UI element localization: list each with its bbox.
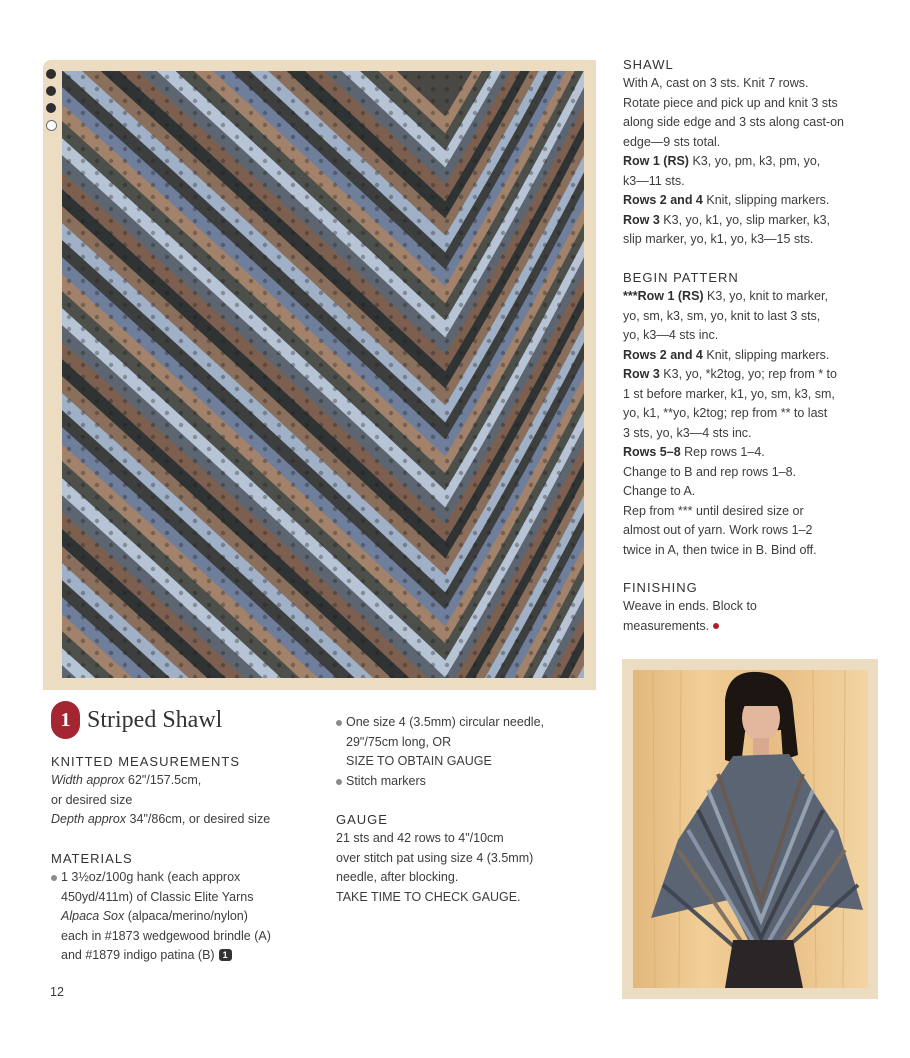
page-title: Striped Shawl [87,706,223,733]
dot-icon [46,69,56,79]
open-dot-icon [46,120,57,131]
finishing-heading: FINISHING [623,580,698,595]
pattern-title [51,700,222,740]
shawl-heading: SHAWL [623,57,674,72]
materials-text [51,868,321,966]
knitted-measurements-text: Width approx 62"/157.5cm, or desired size Depth approx 34"/86cm, or desired size [51,773,271,826]
gauge-text: 21 sts and 42 rows to 4"/10cm over stitch pat using size 4 (3.5mm) needle, after blocking. TAKE TIME TO CHECK GAUGE. [336,831,534,904]
knitted-measurements-heading: KNITTED MEASUREMENTS [51,754,241,769]
materials-continued [336,713,606,791]
pattern-instructions: ***Row 1 (RS) K3, yo, knit to marker, yo, sm, k3, sm, yo, knit to last 3 sts, yo, k3—4 sts inc. Rows 2 and 4 Knit, slipping markers. Row 3 K3, yo, *k2tog, yo; rep from * to 1 st before marker, k1, yo, sm, k3, sm, yo, k1, **yo, k2tog; rep from ** to last 3 sts, yo, k3—4 sts inc. Rows 5–8 Rep rows 1–4. Change to B and rep rows 1–8. Change to A. Rep from *** until desired size or almost out of yarn. Work rows 1–2 twice in A, then twice in B. Bind off. [623,289,837,557]
list-item: Stitch markers [336,772,606,792]
list-item: 1 3½oz/100g hank (each approx 450yd/411m) of Classic Elite Yarns Alpaca Sox (alpaca/merino/nylon) each in #1873 wedgewood brindle (A) and #1879 indigo patina (B) 1 [51,868,321,966]
pattern-number-badge: 1 [51,701,80,739]
list-item: One size 4 (3.5mm) circular needle, 29"/75cm long, OR SIZE TO OBTAIN GAUGE [336,713,606,772]
dot-icon [46,103,56,113]
dot-icon [46,86,56,96]
gauge-heading: GAUGE [336,812,388,827]
yarn-weight-icon: 1 [219,949,232,961]
page-tab-dots [46,69,58,138]
model-photo [633,670,868,988]
materials-heading: MATERIALS [51,851,133,866]
shawl-instructions: With A, cast on 3 sts. Knit 7 rows. Rotate piece and pick up and knit 3 sts along side edge and 3 sts along cast-on edge—9 sts total. Row 1 (RS) K3, yo, pm, k3, pm, yo, k3—11 sts. Rows 2 and 4 Knit, slipping markers. Row 3 K3, yo, k1, yo, slip marker, k3, slip marker, yo, k1, yo, k3—15 sts. [623,76,844,246]
begin-pattern-heading: BEGIN PATTERN [623,270,739,285]
end-mark-icon [713,623,719,629]
page-number: 12 [50,985,64,999]
finishing-text: Weave in ends. Block to measurements. [623,599,757,633]
shawl-closeup-photo [62,71,584,678]
